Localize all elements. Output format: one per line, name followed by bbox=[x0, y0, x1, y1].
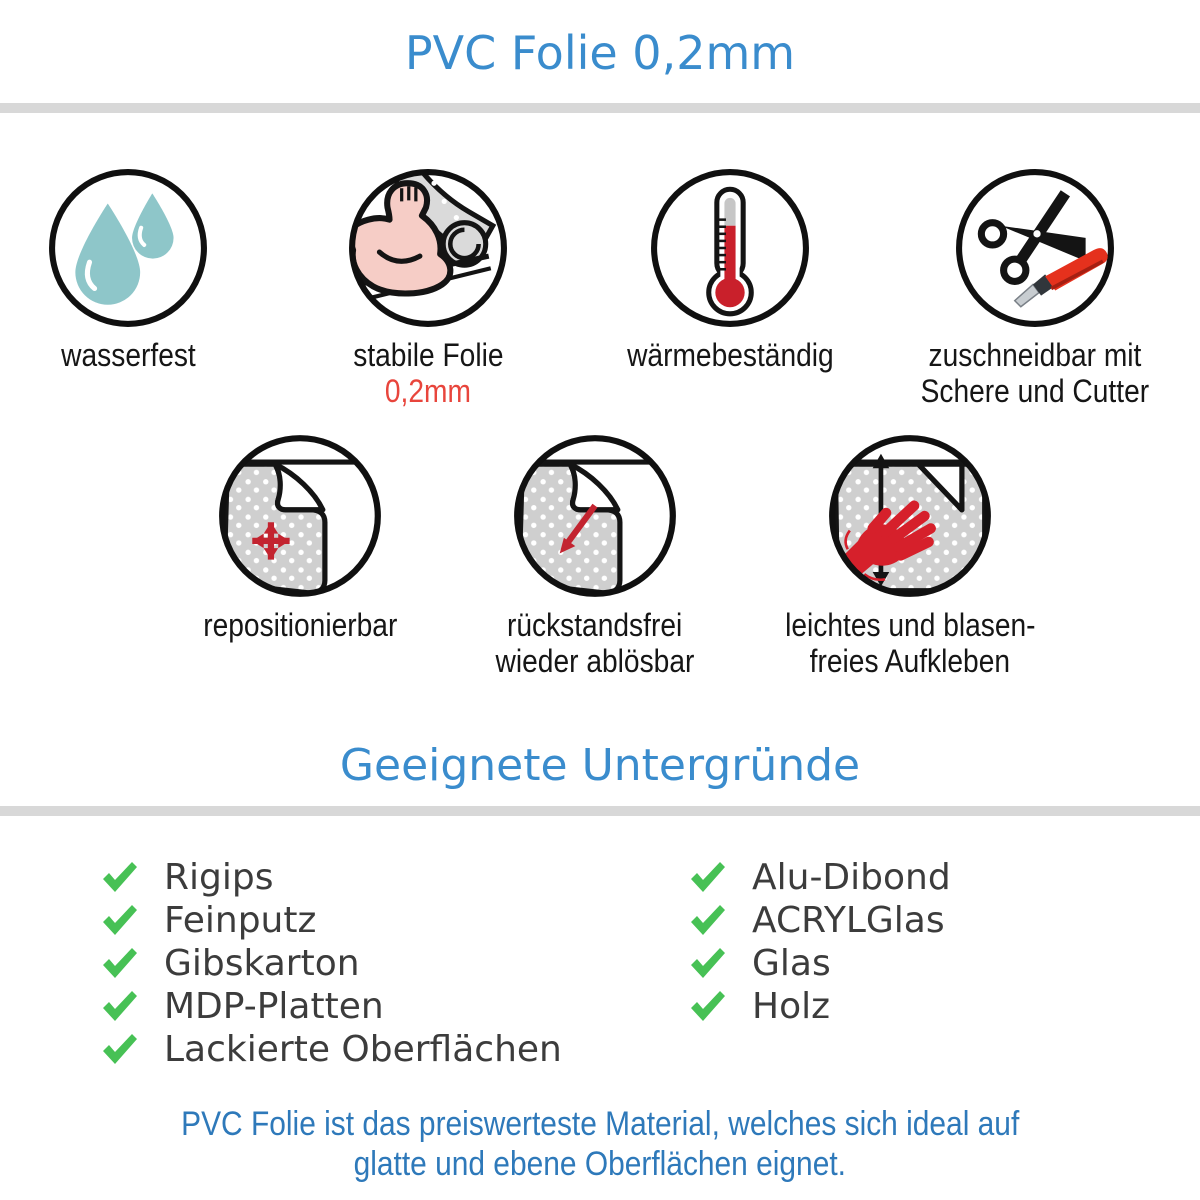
substrate-label: Alu-Dibond bbox=[752, 857, 951, 898]
list-item bbox=[100, 942, 562, 985]
substrates-column-left bbox=[100, 856, 562, 1071]
feature-label: repositionierbar bbox=[202, 607, 398, 643]
substrate-label: ACRYLGlas bbox=[752, 900, 945, 941]
feature-label: wärmebeständig bbox=[626, 337, 834, 373]
feature-repositionierbar bbox=[150, 433, 450, 643]
feature-stabile-folie bbox=[288, 167, 568, 409]
feature-label: wasserfest bbox=[60, 337, 196, 373]
water-drops-icon bbox=[47, 167, 209, 329]
divider-middle bbox=[0, 806, 1200, 816]
feature-sublabel: 0,2mm bbox=[384, 373, 472, 409]
footer-note: PVC Folie ist das preiswerteste Material, welches sich ideal auf glatte und ebene Oberflächen eignet. bbox=[180, 1105, 1020, 1183]
list-item bbox=[688, 856, 951, 899]
substrate-label: MDP-Platten bbox=[164, 986, 384, 1027]
feature-label: leichtes und blasen- freies Aufkleben bbox=[784, 607, 1036, 679]
substrates-heading: Geeignete Untergründe bbox=[339, 740, 861, 791]
list-item bbox=[688, 985, 951, 1028]
substrate-label: Glas bbox=[752, 943, 831, 984]
foil-peel-arrow-icon bbox=[512, 433, 678, 599]
page-title: PVC Folie 0,2mm bbox=[404, 26, 796, 80]
check-icon bbox=[100, 904, 138, 938]
check-icon bbox=[688, 904, 726, 938]
list-item bbox=[100, 985, 562, 1028]
list-item bbox=[100, 1028, 562, 1071]
check-icon bbox=[688, 947, 726, 981]
list-item bbox=[100, 899, 562, 942]
hand-smooth-foil-icon bbox=[827, 433, 993, 599]
substrate-label: Feinputz bbox=[164, 900, 317, 941]
substrate-label: Lackierte Oberflächen bbox=[164, 1029, 562, 1070]
feature-wasserfest bbox=[0, 167, 268, 373]
substrate-label: Holz bbox=[752, 986, 830, 1027]
check-icon bbox=[688, 861, 726, 895]
feature-label: stabile Folie bbox=[352, 337, 504, 373]
thermometer-icon bbox=[649, 167, 811, 329]
substrate-label: Rigips bbox=[164, 857, 274, 898]
divider-top bbox=[0, 103, 1200, 113]
feature-waermebestaendig bbox=[590, 167, 870, 373]
muscle-arm-foil-icon bbox=[347, 167, 509, 329]
feature-blasenfrei bbox=[760, 433, 1060, 679]
substrates-column-right bbox=[688, 856, 951, 1028]
list-item bbox=[688, 942, 951, 985]
check-icon bbox=[100, 1033, 138, 1067]
feature-label: zuschneidbar mit Schere und Cutter bbox=[920, 337, 1150, 409]
foil-move-arrows-icon bbox=[217, 433, 383, 599]
scissors-cutter-icon bbox=[954, 167, 1116, 329]
list-item bbox=[100, 856, 562, 899]
feature-label: rückstandsfrei wieder ablösbar bbox=[495, 607, 695, 679]
check-icon bbox=[100, 861, 138, 895]
check-icon bbox=[100, 990, 138, 1024]
check-icon bbox=[100, 947, 138, 981]
feature-rueckstandsfrei bbox=[445, 433, 745, 679]
check-icon bbox=[688, 990, 726, 1024]
list-item bbox=[688, 899, 951, 942]
feature-zuschneidbar bbox=[895, 167, 1175, 409]
substrate-label: Gibskarton bbox=[164, 943, 360, 984]
